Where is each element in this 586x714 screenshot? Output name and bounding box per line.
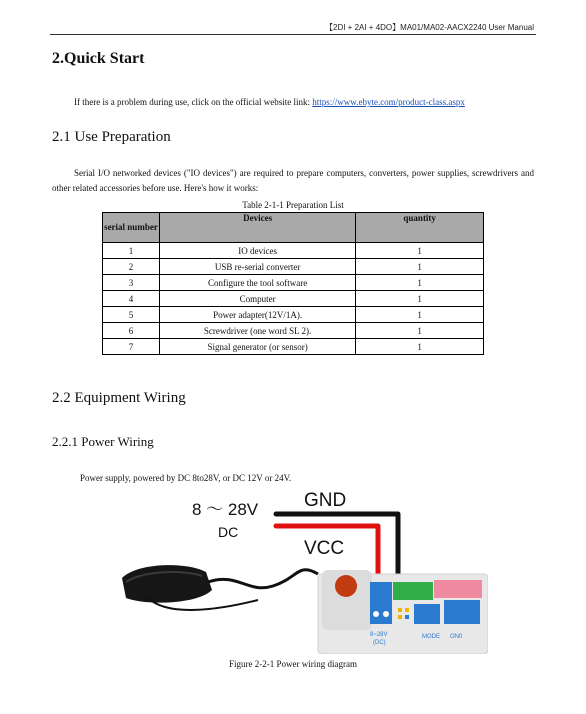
green-connector xyxy=(393,582,433,600)
website-link[interactable]: https://www.ebyte.com/product-class.aspx xyxy=(312,97,465,107)
mode-label: MODE xyxy=(422,634,440,640)
column-header-quantity: quantity xyxy=(356,213,484,243)
power-adapter-image xyxy=(122,565,318,610)
gnd-label: GND xyxy=(304,490,347,511)
cell-serial-number: 7 xyxy=(103,339,160,355)
intro-text: If there is a problem during use, click on the official website link: xyxy=(74,97,313,107)
cell-quantity: 1 xyxy=(356,323,484,339)
power-wiring-paragraph: Power supply, powered by DC 8to28V, or DC 12V or 24V. xyxy=(80,473,292,483)
table-row xyxy=(103,323,484,339)
cell-device: IO devices xyxy=(159,243,355,259)
cell-serial-number: 4 xyxy=(103,291,160,307)
cell-serial-number: 6 xyxy=(103,323,160,339)
use-preparation-paragraph: Serial I/O networked devices ("IO devices") are required to prepare computers, converters, power supplies, screwdrivers and other related accessories before use. Here's how it works: xyxy=(52,168,534,193)
cell-serial-number: 1 xyxy=(103,243,160,259)
figure-caption: Figure 2-2-1 Power wiring diagram xyxy=(229,659,357,669)
cell-device: Configure the tool software xyxy=(159,275,355,291)
cell-device: Screwdriver (one word SL 2). xyxy=(159,323,355,339)
cell-quantity: 1 xyxy=(356,307,484,323)
table-row xyxy=(103,243,484,259)
dc-label: DC xyxy=(218,524,239,540)
header-divider xyxy=(50,34,536,35)
device-image xyxy=(318,570,488,654)
power-wiring-title: 2.2.1 Power Wiring xyxy=(52,434,154,449)
column-header-devices: Devices xyxy=(159,213,355,243)
table-row xyxy=(103,291,484,307)
table-header-row xyxy=(103,213,484,243)
equipment-wiring-title: 2.2 Equipment Wiring xyxy=(52,390,186,406)
power-terminal xyxy=(370,582,392,604)
table-caption: Table 2-1-1 Preparation List xyxy=(242,200,344,210)
page-header: 【2DI + 2AI + 4DO】MA01/MA02-AACX2240 User Manual xyxy=(325,23,534,32)
dip-switch xyxy=(444,600,480,624)
cell-device: USB re-serial converter xyxy=(159,259,355,275)
intro-paragraph xyxy=(74,95,465,110)
cell-quantity: 1 xyxy=(356,243,484,259)
cell-serial-number: 2 xyxy=(103,259,160,275)
power-wiring-diagram xyxy=(108,482,488,654)
cell-serial-number: 3 xyxy=(103,275,160,291)
table-row xyxy=(103,259,484,275)
cell-serial-number: 5 xyxy=(103,307,160,323)
mode-switch xyxy=(414,604,440,624)
column-header-serial: serial number xyxy=(103,213,160,243)
table-row xyxy=(103,307,484,323)
cell-quantity: 1 xyxy=(356,259,484,275)
vcc-label: VCC xyxy=(304,538,345,559)
cell-quantity: 1 xyxy=(356,339,484,355)
table-row xyxy=(103,275,484,291)
table-row xyxy=(103,339,484,355)
voltage-label: 8 ～ 28V xyxy=(192,500,259,519)
cell-device: Computer xyxy=(159,291,355,307)
pink-connector xyxy=(434,580,482,598)
cell-device: Signal generator (or sensor) xyxy=(159,339,355,355)
terminal-dc-label: (DC) xyxy=(373,640,386,646)
use-preparation-title: 2.1 Use Preparation xyxy=(52,129,171,145)
on-label: ON0 xyxy=(450,634,463,640)
terminal-voltage-label: 8~28V xyxy=(370,632,388,638)
cell-device: Power adapter(12V/1A). xyxy=(159,307,355,323)
cell-quantity: 1 xyxy=(356,291,484,307)
cell-quantity: 1 xyxy=(356,275,484,291)
preparation-table xyxy=(102,212,484,355)
section-title: 2.Quick Start xyxy=(52,50,145,67)
